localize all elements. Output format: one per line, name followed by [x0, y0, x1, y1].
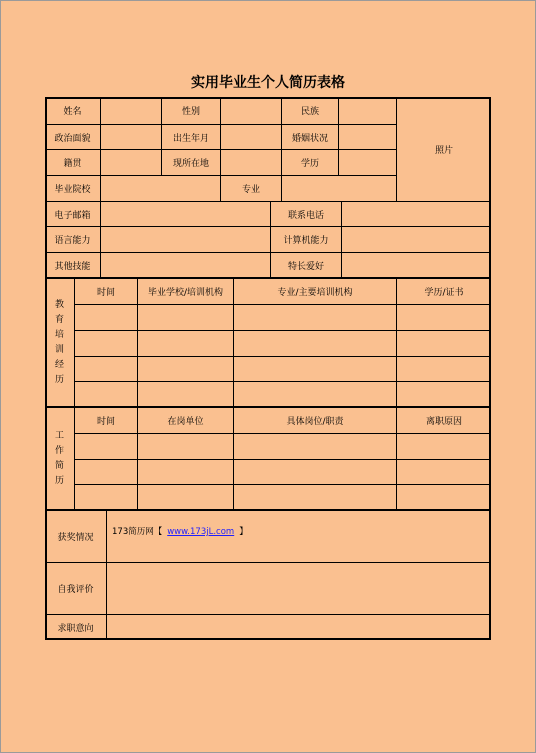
work-header-employer: 在岗单位: [167, 416, 204, 427]
other-skills-label: 其他技能: [54, 262, 91, 272]
work-header-reason: 离职原因: [425, 416, 462, 427]
work-header-time: 时间: [96, 416, 115, 427]
education-field[interactable]: [339, 150, 396, 175]
other-skills-field[interactable]: [101, 253, 270, 278]
computer-field[interactable]: [342, 227, 491, 252]
political-field[interactable]: [101, 125, 161, 149]
residence-label: 现所在地: [172, 159, 209, 169]
work-section-label: 工作简历: [54, 430, 64, 486]
name-field[interactable]: [101, 97, 161, 124]
email-label: 电子邮箱: [54, 210, 91, 221]
job-intent-label: 求职意向: [57, 624, 94, 634]
native-place-label: 籍贯: [63, 159, 82, 169]
phone-label: 联系电话: [287, 210, 324, 221]
awards-label: 获奖情况: [57, 532, 94, 543]
email-field[interactable]: [101, 202, 270, 226]
hobbies-field[interactable]: [342, 253, 491, 278]
native-place-field[interactable]: [101, 150, 161, 175]
school-field[interactable]: [101, 176, 220, 201]
political-label: 政治面貌: [54, 133, 91, 144]
awards-text-before: 173简历网【: [112, 527, 163, 537]
edu-header-school: 毕业学校/培训机构: [147, 287, 224, 298]
major-label: 专业: [241, 185, 260, 195]
page-title: 实用毕业生个人简历表格: [191, 75, 345, 91]
birth-label: 出生年月: [172, 133, 209, 144]
language-label: 语言能力: [54, 236, 91, 246]
gender-label: 性别: [181, 107, 200, 117]
ethnicity-field[interactable]: [339, 97, 396, 124]
job-intent-field[interactable]: [107, 615, 491, 640]
edu-header-degree: 学历/证书: [424, 287, 464, 298]
computer-label: 计算机能力: [283, 236, 329, 246]
awards-text-after: 】: [239, 527, 248, 537]
awards-content: [112, 525, 248, 537]
self-eval-label: 自我评价: [57, 585, 94, 595]
name-label: 姓名: [63, 107, 82, 117]
gender-field[interactable]: [221, 97, 281, 124]
school-label: 毕业院校: [54, 185, 91, 195]
birth-field[interactable]: [221, 125, 281, 149]
phone-field[interactable]: [342, 202, 491, 226]
edu-header-time: 时间: [96, 287, 115, 298]
photo-box[interactable]: 照片: [434, 145, 453, 156]
education-label: 学历: [300, 159, 319, 169]
major-field[interactable]: [282, 176, 396, 201]
resume-table: [45, 97, 491, 640]
work-header-position: 具体岗位/职责: [286, 416, 344, 427]
edu-header-major: 专业/主要培训机构: [277, 287, 353, 298]
marital-field[interactable]: [339, 125, 396, 149]
awards-link[interactable]: www.173jL.com: [167, 527, 235, 537]
self-eval-field[interactable]: [107, 563, 491, 614]
residence-field[interactable]: [221, 150, 281, 175]
marital-label: 婚姻状况: [291, 133, 328, 144]
education-section-label: 教育培训经历: [54, 299, 64, 385]
ethnicity-label: 民族: [300, 107, 319, 117]
hobbies-label: 特长爱好: [287, 262, 324, 272]
language-field[interactable]: [101, 227, 270, 252]
